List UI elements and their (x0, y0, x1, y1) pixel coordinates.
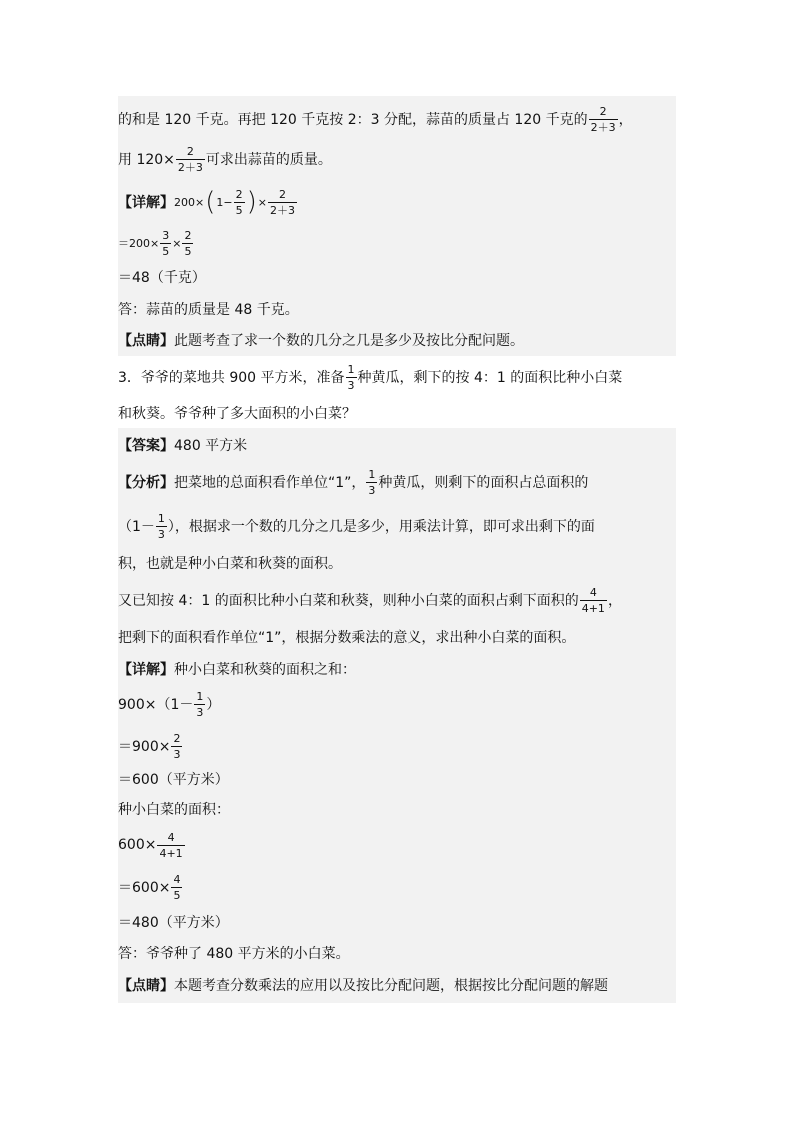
denominator: 4+1 (159, 846, 183, 860)
numerator: 4 (589, 585, 597, 599)
section-label: 【答案】 (118, 438, 174, 454)
fraction (182, 230, 193, 257)
denominator: 3 (196, 705, 204, 719)
analysis-line (118, 462, 676, 502)
text: 种黄瓜，则剩下的面积占总面积的 (378, 475, 589, 491)
denominator: 2＋3 (269, 203, 295, 217)
text: ＝600× (118, 880, 171, 896)
numerator: 2 (599, 104, 607, 118)
right-paren: ) (246, 187, 257, 217)
numerator: 1 (196, 689, 204, 703)
equation-line (118, 726, 676, 766)
numerator: 2 (184, 228, 192, 242)
answer-line: 答：蒜苗的质量是 48 千克。 (118, 302, 299, 318)
fraction (156, 513, 167, 540)
fraction (346, 364, 357, 391)
denominator: 3 (347, 378, 355, 392)
fraction (234, 189, 245, 216)
text: 种黄瓜，剩下的按 4：1 的面积比种小白菜 (357, 370, 623, 386)
fraction (171, 733, 182, 760)
text: × (257, 195, 267, 209)
text: 的和是 120 千克。再把 120 千克按 2：3 分配，蒜苗的质量占 120 千克的 (118, 112, 588, 128)
section-label: 【详解】 (118, 195, 174, 211)
text: 200× (174, 195, 205, 209)
text: ， (618, 112, 633, 128)
fraction (268, 189, 297, 216)
section-label: 【点睛】 (118, 333, 174, 349)
text: 此题考查了求一个数的几分之几是多少及按比分配问题。 (174, 333, 524, 349)
numerator: 4 (167, 830, 175, 844)
numerator: 2 (278, 187, 286, 201)
fraction (589, 106, 618, 133)
question-line (118, 358, 676, 396)
text: 用 120× (118, 152, 175, 168)
fraction (160, 230, 171, 257)
text: 可求出蒜苗的质量。 (205, 152, 332, 168)
denominator: 5 (173, 888, 181, 902)
fraction (194, 691, 205, 718)
fraction (171, 874, 182, 901)
text: 3．爷爷的菜地共 900 平方米，准备 (118, 370, 345, 386)
equation-line: ＝48（千克） (118, 270, 206, 286)
text-line (118, 100, 676, 138)
text: ＝900× (118, 739, 171, 755)
answer-line: 答：爷爷种了 480 平方米的小白菜。 (118, 946, 350, 962)
equation-line (118, 684, 676, 724)
comment-line (118, 970, 676, 1000)
denominator: 2＋3 (590, 120, 616, 134)
text: ， (607, 593, 622, 609)
denominator: 2＋3 (177, 160, 203, 174)
section-label: 【详解】 (118, 662, 174, 678)
numerator: 1 (368, 467, 376, 481)
text: × (172, 236, 182, 250)
equation-line (118, 224, 676, 262)
numerator: 4 (173, 872, 181, 886)
text: 600× (118, 837, 157, 853)
numerator: 1 (157, 511, 165, 525)
denominator: 5 (235, 203, 243, 217)
text: 把菜地的总面积看作单位“1”， (174, 475, 366, 491)
text: ） (206, 697, 221, 713)
denominator: 3 (173, 747, 181, 761)
fraction (176, 146, 205, 173)
text: ），根据求一个数的几分之几是多少，用乘法计算，即可求出剩下的面 (167, 519, 595, 535)
detail-line (118, 182, 676, 222)
text: 1− (216, 195, 233, 209)
text: ＝200× (118, 237, 160, 250)
equation-line: ＝480（平方米） (118, 915, 229, 931)
analysis-line (118, 580, 676, 620)
text: （1－ (118, 519, 155, 535)
numerator: 2 (186, 144, 194, 158)
analysis-line: 积，也就是种小白菜和秋葵的面积。 (118, 556, 342, 572)
equation-line (118, 825, 676, 865)
fraction (157, 832, 184, 859)
left-paren: ( (205, 187, 216, 217)
section-label: 【点睛】 (118, 978, 174, 994)
numerator: 2 (235, 187, 243, 201)
text: 种小白菜和秋葵的面积之和： (174, 662, 356, 678)
answer-line (118, 430, 676, 460)
text: 900×（1－ (118, 697, 194, 713)
analysis-line: 把剩下的面积看作单位“1”，根据分数乘法的意义，求出种小白菜的面积。 (118, 630, 576, 646)
text-line: 种小白菜的面积： (118, 802, 230, 818)
section-label: 【分析】 (118, 475, 174, 491)
numerator: 1 (347, 362, 355, 376)
equation-line (118, 867, 676, 907)
denominator: 4+1 (581, 601, 605, 615)
equation-line: ＝600（平方米） (118, 772, 229, 788)
denominator: 3 (368, 483, 376, 497)
text-line (118, 140, 676, 178)
text: 本题考查分数乘法的应用以及按比分配问题，根据按比分配问题的解题 (174, 978, 608, 994)
denominator: 5 (162, 244, 170, 258)
detail-line (118, 654, 676, 684)
fraction (580, 587, 607, 614)
denominator: 5 (184, 244, 192, 258)
comment-line (118, 326, 676, 354)
numerator: 2 (173, 731, 181, 745)
denominator: 3 (157, 527, 165, 541)
question-line: 和秋葵。爷爷种了多大面积的小白菜？ (118, 406, 356, 422)
fraction (366, 469, 377, 496)
text: 480 平方米 (174, 438, 248, 454)
text: 又已知按 4：1 的面积比种小白菜和秋葵，则种小白菜的面积占剩下面积的 (118, 593, 579, 609)
analysis-line (118, 506, 676, 546)
numerator: 3 (162, 228, 170, 242)
